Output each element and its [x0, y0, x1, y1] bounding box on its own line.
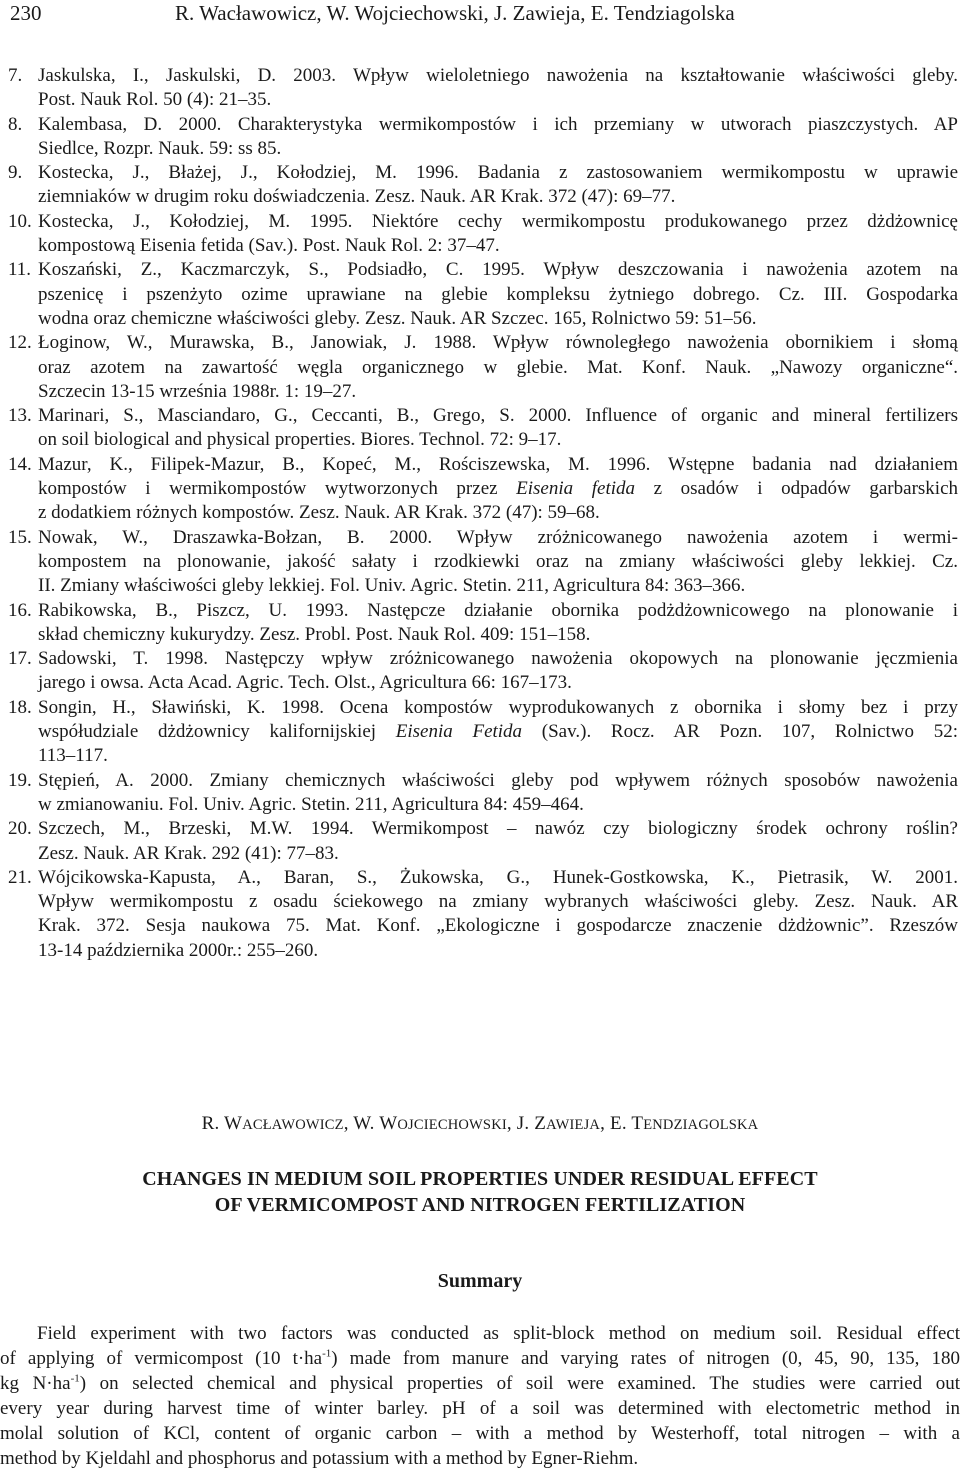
reference-number: 7.: [8, 65, 23, 86]
reference-line: w zmianowaniu. Fol. Univ. Agric. Stetin. 211, Agricultura 84: 459–464.: [38, 793, 584, 815]
reference-number: 20.: [8, 818, 32, 840]
summary-line: kg $N\cdot ha^{-1}$) on selected chemical and physical properties of soil were examined. The studies were carried out: [0, 1372, 960, 1394]
reference-number: 12.: [8, 332, 32, 354]
reference-item: [0, 161, 960, 210]
reference-line: ziemniaków w drugim roku doświadczenia. Zesz. Nauk. AR Krak. 372 (47): 69–77.: [38, 186, 676, 208]
reference-item: [0, 258, 960, 331]
reference-line: Stępień, A. 2000. Zmiany chemicznych właściwości gleby pod wpływem różnych sposobów nawożenia: [38, 769, 958, 791]
reference-text: [38, 331, 958, 404]
reference-number: 18.: [8, 696, 32, 718]
reference-line: kompostową Eisenia fetida (Sav.). Post. Nauk Rol. 2: 37–47.: [38, 235, 500, 257]
reference-number: 17.: [8, 648, 32, 670]
summary-line: Field experiment with two factors was conducted as split-block method on medium soil. Residual effect: [37, 1323, 960, 1344]
reference-number: 13.: [8, 405, 32, 427]
reference-list: [0, 64, 960, 963]
reference-text: [38, 526, 958, 599]
reference-line: kompostem na plonowanie, jakość sałaty i rzodkiewki oraz na zmiany właściwości gleby lekkiej. Cz.: [38, 550, 958, 572]
reference-line: Szczecin 13-15 września 1988r. 1: 19–27.: [38, 380, 357, 402]
reference-line: Krak. 372. Sesja naukowa 75. Mat. Konf. „Ekologiczne i gospodarcze znaczenie dżdżownic”. Rzeszów: [38, 915, 958, 937]
summary-line: of applying of vermicompost (10 $t\cdot ha^{-1}$) made from manure and varying rates of nitrogen (0, 45, 90, 135, 180: [0, 1347, 960, 1369]
reference-item: [0, 769, 960, 818]
reference-line: Wójcikowska-Kapusta, A., Baran, S., Żukowska, G., Hunek-Gostkowska, K., Pietrasik, W. 2001.: [38, 866, 958, 888]
reference-line: Kalembasa, D. 2000. Charakterystyka wermikompostów i ich przemiany w utworach piaszczystych. AP: [38, 113, 958, 135]
reference-item: [0, 866, 960, 963]
summary-line: every year during harvest time of winter barley. pH of a soil was determined with electometric method in: [0, 1398, 960, 1419]
reference-line: on soil biological and physical properties. Biores. Technol. 72: 9–17.: [38, 429, 562, 451]
reference-line: wodna oraz chemiczne właściwości gleby. Zesz. Nauk. AR Szczec. 165, Rolnictwo 59: 51–56.: [38, 307, 757, 329]
reference-line: pszenicę i pszenżyto ozime uprawiane na glebie kompleksu żytniego dobrego. Cz. III. Gospodarka: [38, 283, 958, 305]
english-authors: R. WACŁAWOWICZ, W. WOJCIECHOWSKI, J. ZAWIEJA, E. TENDZIAGOLSKA: [201, 1113, 759, 1134]
reference-item: [0, 817, 960, 866]
reference-line: Zesz. Nauk. AR Krak. 292 (41): 77–83.: [38, 842, 339, 864]
reference-number: 8.: [8, 113, 23, 135]
english-title-line: OF VERMICOMPOST AND NITROGEN FERTILIZATION: [214, 1194, 746, 1216]
reference-text: [38, 161, 958, 210]
running-header: [10, 0, 950, 28]
summary-line: molal solution of KCl, content of organic carbon – with a method by Westerhoff, total nitrogen – with a: [0, 1423, 960, 1444]
reference-number: 10.: [8, 210, 32, 232]
reference-text: [38, 453, 958, 526]
reference-line: Songin, H., Sławiński, K. 1998. Ocena kompostów wyprodukowanych z obornika i słomy bez i przy: [38, 696, 958, 718]
reference-text: [38, 404, 958, 453]
page-number: 230: [10, 1, 42, 25]
reference-line: jarego i owsa. Acta Acad. Agric. Tech. Olst., Agricultura 66: 167–173.: [38, 672, 572, 694]
reference-text: [38, 817, 958, 866]
reference-item: [0, 210, 960, 259]
reference-text: [38, 64, 958, 113]
reference-text: [38, 113, 958, 162]
reference-line: Sadowski, T. 1998. Następczy wpływ zróżnicowanego nawożenia okopowych na plonowanie jęczmienia: [38, 648, 958, 670]
running-title: R. Wacławowicz, W. Wojciechowski, J. Zawieja, E. Tendziagolska: [175, 1, 735, 25]
reference-line: skład chemiczny kukurydzy. Zesz. Probl. Post. Nauk Rol. 409: 151–158.: [38, 623, 591, 645]
reference-item: [0, 526, 960, 599]
reference-line: Wpływ wermikompostu z osadu ściekowego na zmiany wybranych właściwości gleby. Zesz. Nauk. AR: [38, 891, 958, 913]
reference-line: Mazur, K., Filipek-Mazur, B., Kopeć, M., Rościszewska, M. 1996. Wstępne badania nad działaniem: [38, 453, 958, 475]
reference-item: [0, 113, 960, 162]
reference-text: [38, 696, 958, 769]
reference-number: 14.: [8, 453, 32, 475]
reference-line: Nowak, W., Draszawka-Bołzan, B. 2000. Wpływ zróżnicowanego nawożenia azotem i wermi-: [38, 526, 958, 548]
reference-number: 21.: [8, 866, 32, 888]
reference-line: współudziale dżdżownicy kalifornijskiej Eisenia Fetida (Sav.). Rocz. AR Pozn. 107, Rolnictwo 52:: [38, 721, 959, 743]
reference-line: Koszański, Z., Kaczmarczyk, S., Podsiadło, C. 1995. Wpływ deszczowania i nawożenia azotem na: [38, 259, 958, 281]
reference-text: [38, 647, 958, 696]
reference-number: 16.: [8, 599, 32, 621]
reference-line: Post. Nauk Rol. 50 (4): 21–35.: [38, 89, 272, 111]
reference-text: [38, 210, 958, 259]
reference-item: [0, 64, 960, 113]
summary-text: [0, 1321, 960, 1471]
reference-line: Jaskulska, I., Jaskulski, D. 2003. Wpływ wieloletniego nawożenia na kształtowanie właściwości gleby.: [38, 65, 958, 86]
reference-line: 13-14 października 2000r.: 255–260.: [38, 939, 319, 961]
english-title: [0, 1166, 960, 1218]
reference-item: [0, 404, 960, 453]
reference-number: 9.: [8, 162, 23, 184]
reference-text: [38, 866, 958, 963]
summary-line: method by Kjeldahl and phosphorus and potassium with a method by Egner-Riehm.: [0, 1448, 639, 1469]
reference-line: Kostecka, J., Kołodziej, M. 1995. Niektóre cechy wermikompostu produkowanego przez dżdżownicę: [38, 210, 958, 232]
reference-line: II. Zmiany właściwości gleby lekkiej. Fol. Univ. Agric. Stetin. 211, Agricultura 84: 363–366.: [38, 575, 746, 597]
reference-line: z dodatkiem różnych kompostów. Zesz. Nauk. AR Krak. 372 (47): 59–68.: [38, 502, 600, 524]
reference-line: Kostecka, J., Błażej, J., Kołodziej, M. 1996. Badania z zastosowaniem wermikompostu w uprawie: [38, 162, 958, 184]
reference-line: 113–117.: [38, 745, 108, 767]
reference-line: oraz azotem na zawartość węgla organicznego w glebie. Mat. Konf. Nauk. „Nawozy organiczne“.: [38, 356, 958, 378]
reference-item: [0, 599, 960, 648]
reference-item: [0, 453, 960, 526]
reference-item: [0, 331, 960, 404]
reference-text: [38, 258, 958, 331]
reference-line: Szczech, M., Brzeski, M.W. 1994. Wermikompost – nawóz czy biologiczny środek ochrony roślin?: [38, 818, 958, 840]
reference-line: Łoginow, W., Murawska, B., Janowiak, J. 1988. Wpływ równoległego nawożenia obornikiem i słomą: [38, 332, 958, 354]
reference-line: kompostów i wermikompostów wytworzonych przez Eisenia fetida z osadów i odpadów garbarskich: [38, 478, 958, 500]
reference-number: 15.: [8, 526, 32, 548]
english-title-line: CHANGES IN MEDIUM SOIL PROPERTIES UNDER RESIDUAL EFFECT: [142, 1168, 818, 1190]
reference-number: 11.: [8, 259, 32, 281]
reference-line: Siedlce, Rozpr. Nauk. 59: ss 85.: [38, 137, 282, 159]
reference-line: Marinari, S., Masciandaro, G., Ceccanti, B., Grego, S. 2000. Influence of organic and mineral fertilizers: [38, 405, 958, 427]
reference-number: 19.: [8, 769, 32, 791]
reference-text: [38, 769, 958, 818]
reference-text: [38, 599, 958, 648]
reference-item: [0, 696, 960, 769]
reference-item: [0, 647, 960, 696]
reference-line: Rabikowska, B., Piszcz, U. 1993. Następcze działanie obornika podżdżownicowego na plonowanie i: [38, 599, 958, 621]
summary-heading: Summary: [437, 1270, 523, 1292]
